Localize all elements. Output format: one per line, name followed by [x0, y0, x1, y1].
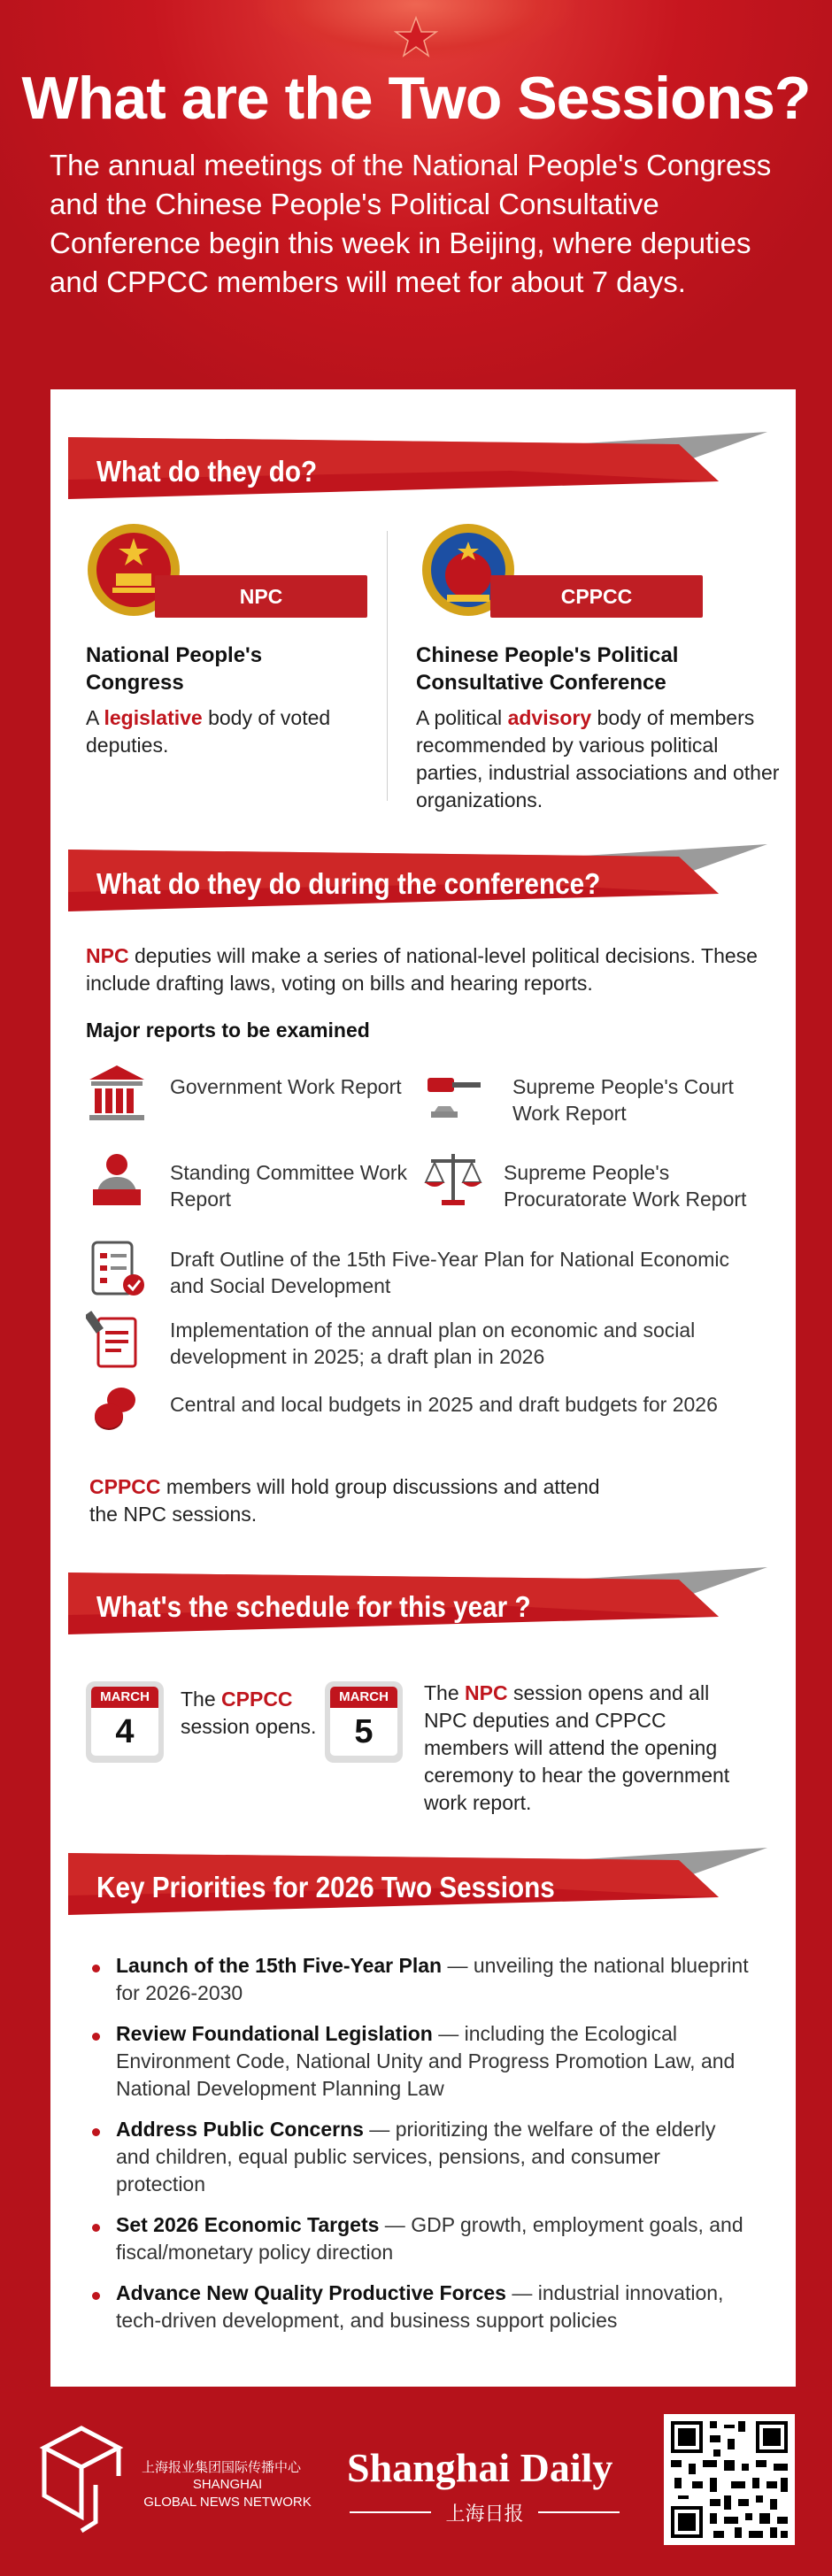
reports-heading: Major reports to be examined — [86, 1019, 370, 1042]
network-name-english: SHANGHAI GLOBAL NEWS NETWORK — [143, 2477, 312, 2510]
calendar-march-4-icon — [86, 1681, 164, 1763]
divider-line — [538, 2511, 620, 2513]
section-heading: Key Priorities for 2026 Two Sessions — [96, 1871, 555, 1903]
content-panel — [50, 389, 796, 2387]
cppcc-keyword: CPPCC — [89, 1475, 161, 1498]
government-building-icon — [86, 1062, 148, 1124]
document-pen-icon — [86, 1310, 148, 1372]
priority-item: Review Foundational Legislation — including the Ecological Environment Code, National Unity and Progress Promotion Law, and National Development Planning Law — [116, 2022, 736, 2100]
priority-title: Address Public Concerns — [116, 2118, 364, 2141]
page-subtitle: The annual meetings of the National People's Congress and the Chinese People's Political Consultative Conference begin this week in Beijing, where deputies and CPPCC members will meet for about 7 days. — [50, 149, 772, 298]
bullet-dot — [92, 2033, 100, 2041]
report-supreme-procuratorate: Supreme People's Procuratorate Work Report — [504, 1161, 747, 1211]
calendar-month: MARCH — [91, 1687, 158, 1708]
priority-item: Advance New Quality Productive Forces — industrial innovation, tech-driven development, and business support policies — [116, 2281, 724, 2332]
schedule-npc-text: The NPC session opens and all NPC deputies and CPPCC members will attend the opening ceremony to hear the government work report. — [424, 1681, 730, 1814]
report-government-work: Government Work Report — [170, 1075, 402, 1098]
section-banner-during-conference — [68, 839, 776, 927]
section-banner-schedule — [68, 1562, 776, 1650]
qr-code-icon[interactable] — [664, 2414, 795, 2545]
scales-icon — [422, 1149, 484, 1211]
section-heading: What do they do? — [96, 455, 318, 488]
npc-full-name: National People's Congress — [86, 643, 263, 695]
section-banner-what-they-do — [68, 427, 776, 515]
report-supreme-court: Supreme People's Court Work Report — [512, 1075, 734, 1125]
priority-title: Launch of the 15th Five-Year Plan — [116, 1954, 443, 1977]
cppcc-tag: CPPCC — [490, 575, 703, 618]
npc-intro-text: NPC deputies will make a series of national-level political decisions. These include drafting laws, voting on bills and hearing reports. — [86, 944, 758, 995]
priority-title: Advance New Quality Productive Forces — [116, 2281, 506, 2304]
schedule-cppcc-keyword: CPPCC — [221, 1688, 293, 1711]
priority-item: Launch of the 15th Five-Year Plan — unveiling the national blueprint for 2026-2030 — [116, 1954, 749, 2004]
report-five-year-plan: Draft Outline of the 15th Five-Year Plan for National Economic and Social Development — [170, 1248, 729, 1297]
bullet-dot — [92, 2292, 100, 2300]
priority-title: Set 2026 Economic Targets — [116, 2213, 380, 2236]
npc-description: A legislative body of voted deputies. — [86, 706, 331, 757]
coins-icon — [86, 1379, 148, 1441]
section-heading: What do they do during the conference? — [96, 867, 601, 900]
committee-speaker-icon — [86, 1149, 148, 1211]
section-banner-key-priorities — [68, 1842, 776, 1931]
schedule-npc-keyword: NPC — [465, 1681, 508, 1704]
cppcc-session-text: CPPCC members will hold group discussions and attend the NPC sessions. — [89, 1475, 600, 1526]
bullet-dot — [92, 2224, 100, 2232]
report-annual-plan: Implementation of the annual plan on economic and social development in 2025; a draft plan in 2026 — [170, 1319, 696, 1368]
cppcc-description-keyword: advisory — [507, 706, 592, 729]
npc-tag: NPC — [155, 575, 367, 618]
report-standing-committee: Standing Committee Work Report — [170, 1161, 408, 1211]
cppcc-full-name: Chinese People's Political Consultative Conference — [416, 643, 679, 695]
calendar-march-5-icon — [325, 1681, 403, 1763]
calendar-day: 5 — [330, 1708, 397, 1756]
cppcc-description: A political advisory body of members recommended by various political parties, industrial associations and other organizations. — [416, 706, 780, 811]
hero-header — [0, 0, 832, 389]
shanghai-daily-logo: Shanghai Daily — [347, 2445, 613, 2490]
priority-title: Review Foundational Legislation — [116, 2022, 433, 2045]
priority-item: Set 2026 Economic Targets — GDP growth, employment goals, and fiscal/monetary policy direction — [116, 2213, 743, 2264]
schedule-cppcc-text: The CPPCC session opens. — [181, 1688, 317, 1738]
checklist-icon — [86, 1237, 148, 1299]
sgnn-cube-logo-icon — [37, 2423, 126, 2536]
priority-item: Address Public Concerns — prioritizing the welfare of the elderly and children, equal public services, pensions, and consumer protection — [116, 2118, 716, 2195]
section-heading: What's the schedule for this year ? — [96, 1590, 531, 1623]
report-budgets: Central and local budgets in 2025 and draft budgets for 2026 — [170, 1393, 718, 1416]
npc-description-keyword: legislative — [104, 706, 203, 729]
gavel-icon — [422, 1062, 484, 1124]
column-divider — [387, 531, 388, 801]
calendar-month: MARCH — [330, 1687, 397, 1708]
npc-keyword: NPC — [86, 944, 129, 967]
bullet-dot — [92, 2128, 100, 2136]
calendar-day: 4 — [91, 1708, 158, 1756]
red-star-icon — [394, 16, 438, 60]
network-name-chinese: 上海报业集团国际传播中心 — [142, 2460, 302, 2475]
bullet-dot — [92, 1965, 100, 1972]
shanghai-daily-chinese-name: 上海日报 — [445, 2503, 524, 2525]
page-title: What are the Two Sessions? — [21, 65, 811, 132]
